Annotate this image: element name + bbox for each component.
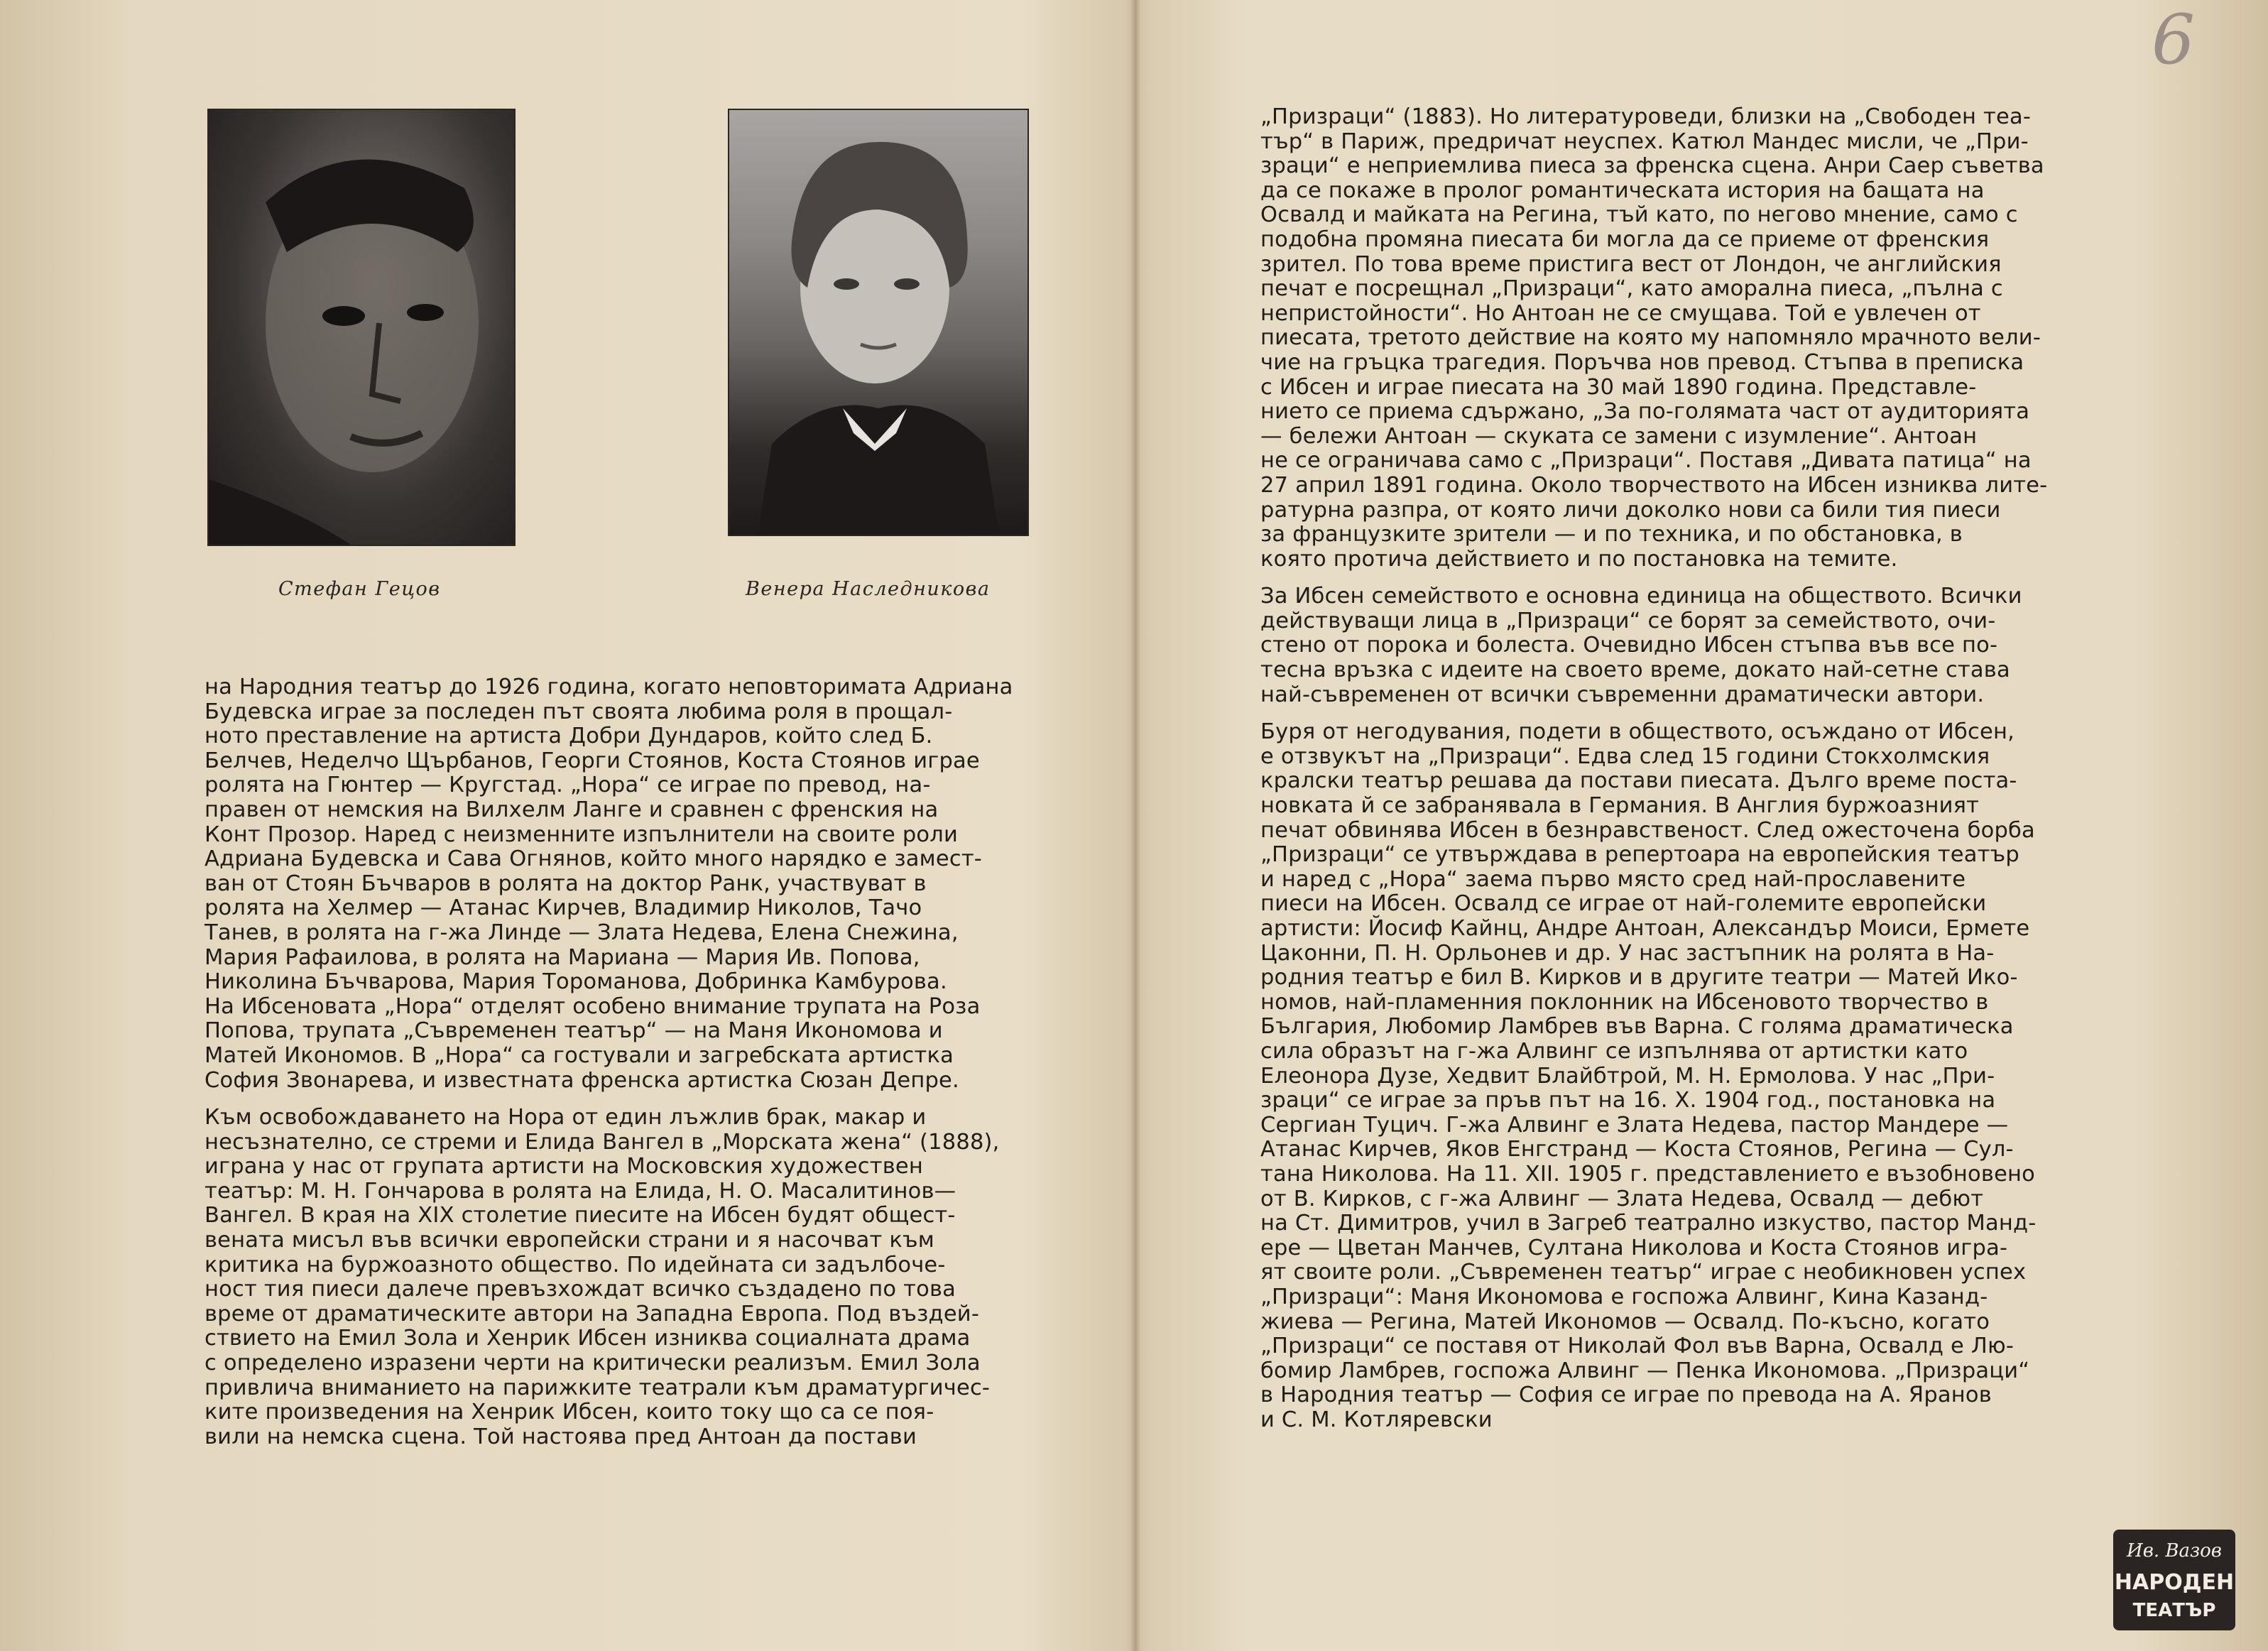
text-line: най-съвременен от всички съвременни драматически автори. xyxy=(1260,682,1985,707)
right-paragraph-3 xyxy=(1260,720,2105,1432)
text-line: Попова, трупата „Съвременен театър“ — на Маня Икономова и xyxy=(205,1018,943,1044)
page-marker: 6 xyxy=(2152,0,2196,80)
text-line: „Призраци“ (1883). Но литературоведи, близки на „Свободен теа- xyxy=(1260,104,2032,129)
right-page-text xyxy=(1260,105,2105,1432)
paragraph-gap xyxy=(1260,707,2105,720)
text-line: пиесата, третото действие на която му напомняло мрачното вели- xyxy=(1260,325,2041,351)
text-line: Освалд и майката на Регина, тъй като, по негово мнение, само с xyxy=(1260,202,2018,228)
text-line: тесна връзка с идеите на своето време, докато най-сетне става xyxy=(1260,658,2010,683)
text-line: с определено изразени черти на критически реализъм. Емил Зола xyxy=(205,1351,981,1376)
left-page-text xyxy=(205,675,1050,1449)
text-line: вената мисъл във всички европейски страни и я насочват към xyxy=(205,1228,934,1253)
text-line: 27 април 1891 година. Около творчеството на Ибсен изниква лите- xyxy=(1260,472,2048,498)
text-line: Матей Икономов. В „Нора“ са гостували и загребската артистка xyxy=(205,1042,954,1068)
text-line: чие на гръцка трагедия. Поръчва нов превод. Стъпва в преписка xyxy=(1260,349,2024,375)
text-line: театър: М. Н. Гончарова в ролята на Елида, Н. О. Масалитинов— xyxy=(205,1178,956,1204)
text-line: да се покаже в пролог романтическата история на бащата на xyxy=(1260,178,1985,203)
text-line: Будевска играе за последен път своята любима роля в прощал- xyxy=(205,699,953,724)
text-line: е отзвукът на „Призраци“. Едва след 15 години Стокхолмския xyxy=(1260,743,1990,769)
photo-caption-1: Стефан Гецов xyxy=(278,578,441,600)
text-line: Сергиан Туцич. Г-жа Алвинг е Злата Недева, пастор Мандере — xyxy=(1260,1112,2009,1138)
paragraph-gap xyxy=(205,1093,1050,1106)
left-paragraph-2 xyxy=(205,1106,1050,1449)
logo-line-2: НАРОДЕН xyxy=(2114,1570,2235,1595)
text-line: сила образът на г-жа Алвинг се изпълнява от артистки като xyxy=(1260,1038,1968,1064)
text-line: „Призраци“ се поставя от Николай Фол във Варна, Освалд е Лю- xyxy=(1260,1334,2015,1359)
text-line: номов, най-пламенния поклонник на Ибсеновото творчество в xyxy=(1260,989,1989,1015)
text-line: Николина Бъчварова, Мария Тороманова, Добринка Камбурова. xyxy=(205,969,947,995)
text-line: подобна промяна пиесата би могла да се приеме от френския xyxy=(1260,227,1990,252)
text-line: София Звонарева, и известната френска артистка Сюзан Депре. xyxy=(205,1067,959,1093)
text-line: пиеси на Ибсен. Освалд се играе от най-големите европейски xyxy=(1260,891,1987,917)
text-line: „Призраци“ се утвърждава в репертоара на европейския театър xyxy=(1260,842,2019,868)
text-line: печат обвинява Ибсен в безнравственост. След ожесточена борба xyxy=(1260,817,2035,843)
text-line: зрител. По това време пристига вест от Лондон, че английския xyxy=(1260,251,2002,277)
text-line: от В. Кирков, с г-жа Алвинг — Злата Недева, Освалд — дебют xyxy=(1260,1186,1984,1211)
portrait-photo-stefan-getsov xyxy=(207,109,516,546)
text-line: зраци“ се играе за пръв път на 16. X. 1904 год., постановка на xyxy=(1260,1088,1996,1113)
text-line: за французките зрители — и по техника, и по обстановка, в xyxy=(1260,522,1963,547)
text-line: тана Николова. На 11. XII. 1905 г. представлението е възобновено xyxy=(1260,1161,2036,1187)
text-line: Вангел. В края на XIX столетие пиесите на Ибсен будят общест- xyxy=(205,1203,956,1228)
text-line: Цаконни, П. Н. Орльонев и др. У нас застъпник на ролята в На- xyxy=(1260,940,1995,966)
text-line: България, Любомир Ламбрев във Варна. С голяма драматическа xyxy=(1260,1014,2014,1040)
text-line: кралски театър решава да постави пиесата. Дълго време поста- xyxy=(1260,768,2017,794)
text-line: ролята на Гюнтер — Кругстад. „Нора“ се играе по превод, на- xyxy=(205,773,931,798)
paragraph-gap xyxy=(1260,572,2105,584)
text-line: действуващи лица в „Призраци“ се борят за семейството, очи- xyxy=(1260,608,1996,633)
portrait-woman-image xyxy=(729,110,1027,535)
text-line: вили на немска сцена. Той настоява пред Антоан да постави xyxy=(205,1424,917,1449)
text-line: ното преставление на артиста Добри Дундаров, който след Б. xyxy=(205,724,933,749)
text-line: не се ограничава само с „Призраци“. Поставя „Дивата патица“ на xyxy=(1260,448,2032,474)
text-line: и С. М. Котляревски xyxy=(1260,1407,1493,1432)
text-line: Адриана Будевска и Сава Огнянов, който много нарядко е замест- xyxy=(205,846,982,872)
text-line: ят своите роли. „Съвременен театър“ играе с необикновен успех xyxy=(1260,1260,2027,1285)
national-theatre-logo xyxy=(2110,1527,2238,1633)
text-line: ност тия пиеси далече превъзхождат всичко създадено по това xyxy=(205,1277,956,1302)
logo-line-1: Ив. Вазов xyxy=(2127,1540,2222,1562)
text-line: с Ибсен и играе пиесата на 30 май 1890 година. Представле- xyxy=(1260,374,1977,400)
text-line: играна у нас от групата артисти на Московския художествен xyxy=(205,1154,923,1179)
text-line: жиева — Регина, Матей Икономов — Освалд. По-късно, когато xyxy=(1260,1309,1990,1334)
text-line: Белчев, Неделчо Щърбанов, Георги Стоянов, Коста Стоянов играе xyxy=(205,748,980,773)
text-line: Конт Прозор. Наред с неизменните изпълнители на своите роли xyxy=(205,822,958,847)
text-line: печат е посрещнал „Призраци“, като аморална пиеса, „пълна с xyxy=(1260,276,2003,302)
text-line: „Призраци“: Маня Икономова е госпожа Алвинг, Кина Казанд- xyxy=(1260,1284,1988,1309)
text-line: в Народния театър — София се играе по превода на А. Яранов xyxy=(1260,1383,1992,1408)
text-line: бомир Ламбрев, госпожа Алвинг — Пенка Икономова. „Призраци“ xyxy=(1260,1358,2030,1383)
text-line: нието се приема сдържано, „За по-голямата част от аудиторията xyxy=(1260,399,2030,425)
theatre-logo-icon xyxy=(2110,1527,2238,1633)
text-line: правен от немския на Вилхелм Ланге и сравнен с френския на xyxy=(205,797,939,822)
text-line: тър“ в Париж, предричат неуспех. Катюл Мандес мисли, че „При- xyxy=(1260,129,2029,154)
text-line: Към освобождаването на Нора от един лъжлив брак, макар и xyxy=(205,1105,927,1130)
text-line: ере — Цветан Манчев, Султана Николова и Коста Стоянов игра- xyxy=(1260,1235,2008,1260)
logo-line-3: ТЕАТЪР xyxy=(2132,1600,2216,1621)
photo-caption-2: Венера Наследникова xyxy=(746,578,991,600)
text-line: критика на буржоазното общество. По идейната си задълбоче- xyxy=(205,1252,946,1277)
text-line: Танев, в ролята на г-жа Линде — Злата Недева, Елена Снежина, xyxy=(205,920,959,945)
text-line: ствието на Емил Зола и Хенрик Ибсен изниква социалната драма xyxy=(205,1326,971,1351)
text-line: На Ибсеновата „Нора“ отделят особено внимание трупата на Роза xyxy=(205,993,981,1019)
text-line: Атанас Кирчев, Яков Енгстранд — Коста Стоянов, Регина — Сул- xyxy=(1260,1137,2014,1162)
text-line: ратурна разпра, от която личи доколко нови са били тия пиеси xyxy=(1260,497,2001,523)
right-paragraph-2 xyxy=(1260,584,2105,707)
text-line: несъзнателно, се стреми и Елида Вангел в „Морската жена“ (1888), xyxy=(205,1129,1000,1155)
text-line: Буря от негодувания, подети в обществото, осъждано от Ибсен, xyxy=(1260,719,2015,745)
portrait-photo-venera-naslednikova xyxy=(728,109,1029,536)
text-line: на Ст. Димитров, учил в Загреб театрално изкуство, пастор Манд- xyxy=(1260,1211,2037,1236)
page-spine xyxy=(1130,0,1140,1651)
text-line: и наред с „Нора“ заема първо място сред най-прославените xyxy=(1260,866,1966,892)
text-line: непристойности“. Но Антоан не се смущава. Той е увлечен от xyxy=(1260,300,1981,326)
text-line: зраци“ е неприемлива пиеса за френска сцена. Анри Саер съветва xyxy=(1260,153,2044,179)
right-paragraph-1 xyxy=(1260,105,2105,572)
portrait-man-image xyxy=(209,110,514,545)
text-line: Елеонора Дузе, Хедвит Блайбтрой, М. Н. Ермолова. У нас „При- xyxy=(1260,1063,1995,1089)
text-line: която протича действието и по постановка на темите. xyxy=(1260,546,1898,572)
text-line: За Ибсен семейството е основна единица на обществото. Всички xyxy=(1260,584,2022,609)
text-line: Мария Рафаилова, в ролята на Мариана — Мария Ив. Попова, xyxy=(205,944,920,970)
left-paragraph-1 xyxy=(205,675,1050,1093)
text-line: стено от порока и болеста. Очевидно Ибсен стъпва във все по- xyxy=(1260,633,1998,658)
text-line: ролята на Хелмер — Атанас Кирчев, Владимир Николов, Тачо xyxy=(205,895,922,921)
text-line: време от драматическите автори на Западна Европа. Под въздей- xyxy=(205,1301,980,1326)
text-line: привлича вниманието на парижките театрали към драматургичес- xyxy=(205,1375,991,1400)
text-line: родния театър е бил В. Кирков и в другите театри — Матей Ико- xyxy=(1260,965,2018,991)
text-line: ван от Стоян Бъчваров в ролята на доктор Ранк, участвуват в xyxy=(205,871,927,896)
text-line: новката й се забранявала в Германия. В Англия буржоазният xyxy=(1260,793,1980,819)
text-line: артисти: Йосиф Кайнц, Андре Антоан, Александър Моиси, Ермете xyxy=(1260,916,2030,941)
text-line: — бележи Антоан — скуката се замени с изумление“. Антоан xyxy=(1260,423,1978,449)
text-line: ките произведения на Хенрик Ибсен, които току що са се поя- xyxy=(205,1400,934,1425)
text-line: на Народния театър до 1926 година, когато неповторимата Адриана xyxy=(205,675,1013,699)
